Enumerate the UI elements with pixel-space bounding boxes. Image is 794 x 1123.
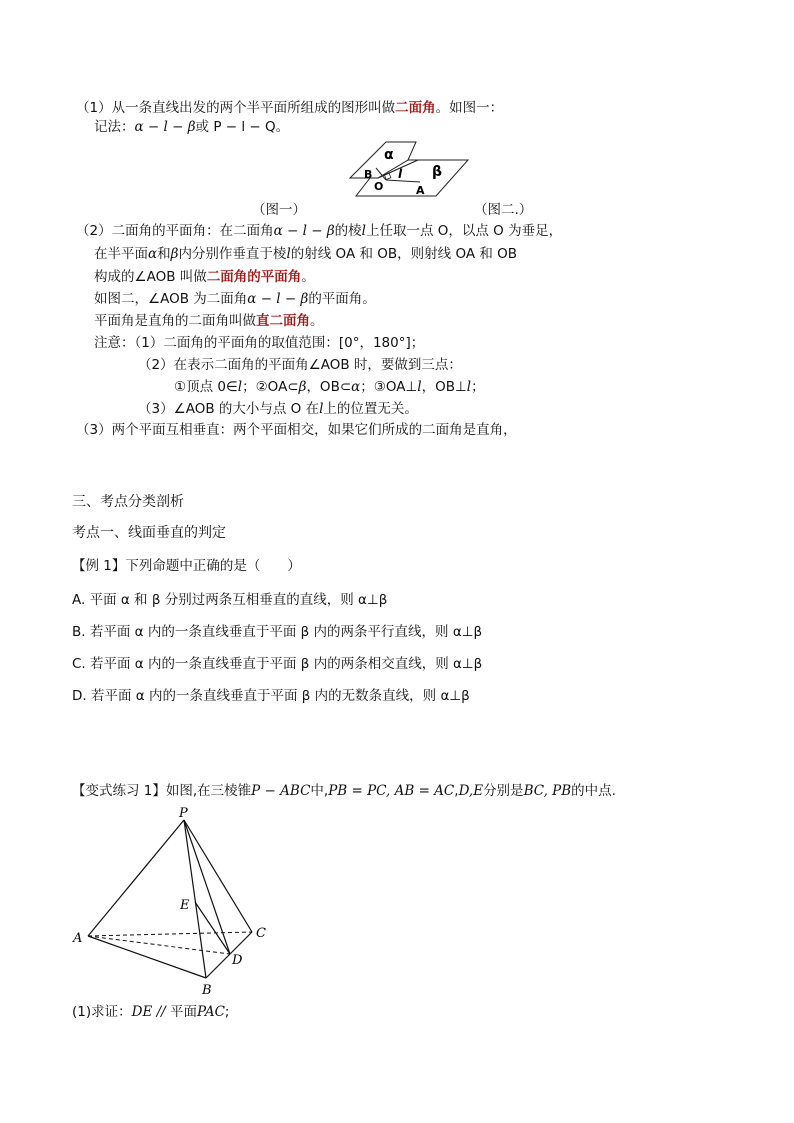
p2-line4 [94, 290, 376, 308]
v1-b: 中, [310, 783, 329, 799]
section-heading: 三、考点分类剖析 [72, 494, 184, 510]
term-right-dihedral: 直二面角 [256, 313, 310, 329]
p2-l2-c: 内分别作垂直于棱 [178, 246, 287, 262]
n3-b: ；②OA⊂ [242, 379, 299, 395]
n3-l2: l [417, 379, 422, 395]
label-b: B [364, 168, 373, 181]
p1-line1 [76, 99, 503, 117]
label-l: l [398, 167, 403, 181]
segment-ad-hidden [88, 936, 230, 954]
term-plane-angle: 二面角的平面角 [206, 269, 302, 285]
label-alpha: α [384, 147, 394, 163]
tetrahedron-figure [66, 806, 280, 996]
v1-e: 的中点. [571, 783, 616, 799]
label-a: A [416, 184, 425, 197]
v1-m4: BC, PB [523, 783, 572, 799]
p2-line5 [94, 312, 324, 330]
question-1 [72, 1003, 229, 1021]
p2-l4-a: 如图二，∠AOB 为二面角 [94, 291, 248, 307]
v1-a: 【变式练习 1】如图,在三棱锥 [72, 783, 252, 799]
q1-m2: PAC [196, 1004, 225, 1020]
caption-figure2: （图二.） [474, 202, 533, 218]
v1-m2: PB = PC, AB = AC [328, 783, 455, 799]
p2-line3 [94, 268, 315, 286]
n3-f: ； [471, 379, 485, 395]
note-2: （2）在表示二面角的平面角∠AOB 时，要做到三点： [138, 357, 462, 373]
label-beta: β [432, 164, 443, 180]
point-e: E [180, 898, 190, 913]
note-1: 注意：（1）二面角的平面角的取值范围：[0°，180°]； [94, 335, 425, 351]
p2-line2 [94, 245, 517, 263]
p2-l1-b: 的棱 [334, 223, 362, 239]
edge-bc [206, 932, 252, 978]
p2-l1-math: α − l − β [273, 223, 335, 239]
p2-l4-b: 的平面角。 [308, 291, 376, 307]
vertex-p: P [179, 806, 188, 821]
example1-option-d: D. 若平面 α 内的一条直线垂直于平面 β 内的无数条直线，则 α⊥β [72, 688, 470, 704]
p1-line2 [94, 118, 289, 136]
variant1-stem [72, 782, 616, 800]
vertex-c: C [256, 926, 266, 941]
edge-ab [88, 936, 206, 978]
p2-l5-b: 。 [310, 313, 324, 329]
edge-pc [184, 820, 252, 932]
p1-text-b: 。如图一： [435, 100, 504, 116]
p2-l1-l: l [361, 223, 366, 239]
vertex-a: A [73, 931, 83, 946]
n4-b: 上的位置无关。 [323, 401, 418, 417]
p1-text-a: （1）从一条直线出发的两个半平面所组成的图形叫做 [76, 100, 396, 116]
p2-l2-alpha: α [148, 246, 158, 262]
segment-ed [195, 902, 230, 954]
edge-pa [88, 820, 184, 936]
n3-l1: l [237, 379, 243, 395]
caption-figure1: （图一） [252, 202, 306, 218]
kaodian-heading: 考点一、线面垂直的判定 [72, 525, 226, 541]
q1-b: 平面 [169, 1004, 197, 1020]
label-o: O [374, 180, 384, 193]
n3-l3: l [466, 379, 472, 395]
q1-m1: DE // [131, 1004, 170, 1020]
n3-a: ①顶点 0∈ [174, 379, 238, 395]
q1-a: (1)求证： [72, 1004, 132, 1020]
n3-d: ；③OA⊥ [360, 379, 418, 395]
p2-l1-c: 上任取一点 O，以点 O 为垂足， [365, 223, 563, 239]
example1-option-c: C. 若平面 α 内的一条直线垂直于平面 β 内的两条相交直线，则 α⊥β [72, 656, 483, 672]
ray-oa [386, 180, 420, 182]
p2-l3-b: 。 [301, 269, 315, 285]
note-4 [138, 400, 418, 418]
p2-l2-l: l [286, 246, 291, 262]
example1-option-b: B. 若平面 α 内的一条直线垂直于平面 β 内的两条平行直线，则 α⊥β [72, 624, 483, 640]
right-angle-mark [384, 173, 390, 179]
n4-l: l [319, 401, 324, 417]
p2-l5-a: 平面角是直角的二面角叫做 [94, 313, 256, 329]
n4-a: （3）∠AOB 的大小与点 O 在 [138, 401, 320, 417]
example1-stem: 【例 1】下列命题中正确的是（ ） [72, 558, 301, 574]
q1-c: ; [224, 1004, 230, 1020]
n3-beta: β [298, 379, 307, 395]
v1-c: , [454, 783, 459, 799]
p2-l2-d: 的射线 OA 和 OB，则射线 OA 和 OB [290, 246, 518, 262]
v1-d: 分别是 [483, 783, 524, 799]
n3-alpha: α [351, 379, 361, 395]
edge-pd [184, 820, 230, 954]
notation-label: 记法： [94, 119, 135, 135]
p3-line: （3）两个平面互相垂直：两个平面相交，如果它们所成的二面角是直角， [76, 422, 517, 438]
p2-l2-beta: β [170, 246, 179, 262]
vertex-b: B [202, 983, 212, 996]
plane-alpha [350, 142, 416, 178]
edge-ac-hidden [88, 932, 252, 936]
n3-c: ，OB⊂ [306, 379, 352, 395]
v1-m1: P − ABC [251, 783, 311, 799]
v1-m3: D,E [458, 783, 484, 799]
p2-l2-a: 在半平面 [94, 246, 148, 262]
notation-alt: 或 P − l − Q。 [195, 119, 290, 135]
dihedral-figure [340, 138, 472, 206]
p2-l4-math: α − l − β [247, 291, 309, 307]
example1-option-a: A. 平面 α 和 β 分别过两条互相垂直的直线，则 α⊥β [72, 592, 388, 608]
term-dihedral-angle: 二面角 [395, 100, 436, 116]
notation-math: α − l − β [134, 119, 196, 135]
p2-l3-a: 构成的∠AOB 叫做 [94, 269, 207, 285]
p2-line1 [76, 222, 562, 240]
n3-e: ，OB⊥ [421, 379, 467, 395]
note-3 [174, 378, 485, 396]
point-d: D [232, 953, 243, 968]
p2-l2-b: 和 [157, 246, 171, 262]
p2-l1-a: （2）二面角的平面角：在二面角 [76, 223, 274, 239]
